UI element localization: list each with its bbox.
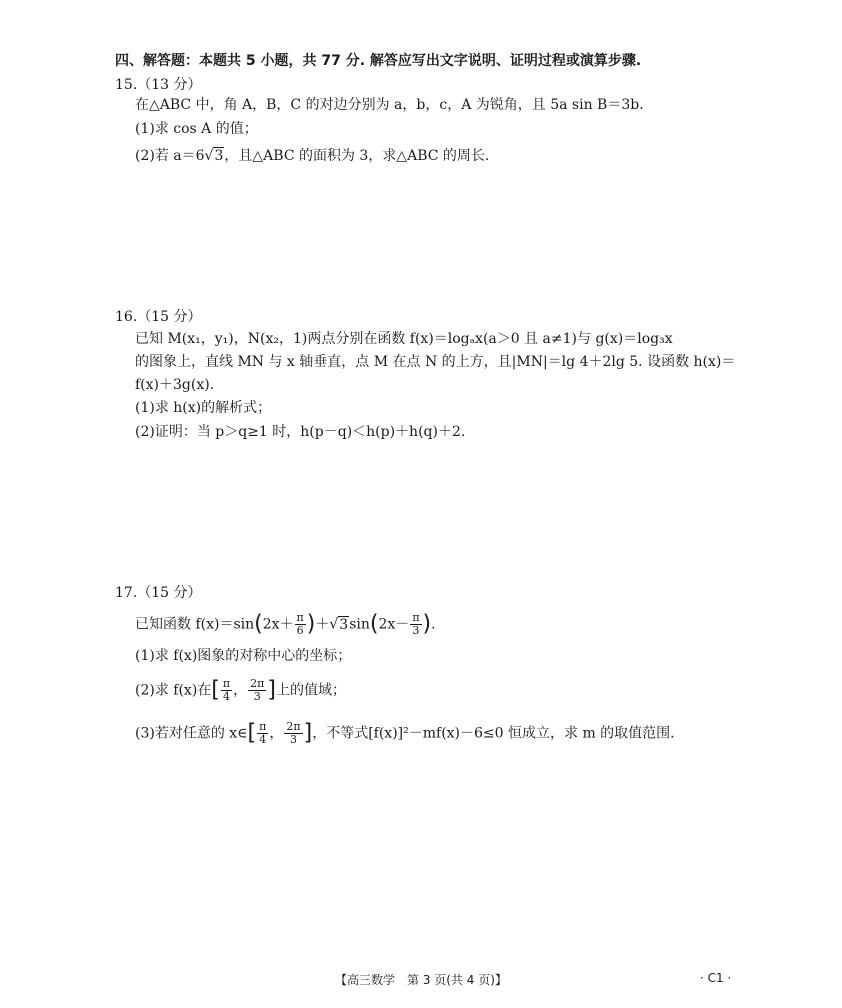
fraction-pi-6 [295,612,306,637]
stem-fx: 已知函数 f(x)＝sin [135,616,255,633]
question-17-stem [135,612,436,637]
question-17-number: 17.（15 分） [115,585,202,601]
comma: ， [269,725,284,742]
question-15-part-1: (1)求 cos A 的值； [135,121,258,137]
fraction-pi-3 [410,612,421,637]
left-paren: ( [254,611,263,637]
part2-text-a: (2)若 a＝6 [135,148,205,164]
frac-den: 3 [412,624,420,637]
fraction-pi-4 [221,678,232,703]
left-bracket: [ [247,720,257,746]
right-bracket: ] [303,720,313,746]
comma: ， [233,682,248,699]
fraction-pi-4 [257,721,268,746]
section-header: 四、解答题：本题共 5 小题，共 77 分. 解答应写出文字说明、证明过程或演算步骤. [115,53,642,69]
frac-num: π [259,720,267,733]
question-16-part-1: (1)求 h(x)的解析式； [135,400,272,416]
question-15-part-2 [135,146,489,166]
part2-text-a: (2)求 f(x)在 [135,682,212,699]
part3-text-b: ，不等式[f(x)]²－mf(x)－6≤0 恒成立，求 m 的取值范围. [312,725,675,742]
right-paren: ) [422,611,432,637]
question-17-part-3 [135,721,675,746]
frac-num: π [412,611,420,624]
question-16-stem-line-1: 已知 M(x₁，y₁)，N(x₂，1)两点分别在函数 f(x)＝logₐx(a＞0 且 a≠1)与 g(x)＝log₃x [135,331,673,347]
frac-num: 2π [250,677,265,690]
sqrt-radicand: 3 [339,616,349,633]
sqrt-radicand: 3 [214,148,224,164]
page-footer: 【高三数学 第 3 页(共 4 页)】 [335,973,507,987]
right-paren: ) [306,611,316,637]
stem-plus: ＋ [315,616,330,633]
left-bracket: [ [211,677,220,703]
question-15-number: 15.（13 分） [115,77,202,93]
sqrt-symbol: √ [204,148,214,164]
part2-text-b: 上的值域； [275,682,346,699]
frac-num: 2π [286,720,301,733]
question-16-stem-line-2: 的图象上，直线 MN 与 x 轴垂直，点 M 在点 N 的上方，且|MN|＝lg 4＋2lg 5. 设函数 h(x)＝ [135,354,736,370]
question-15-stem: 在△ABC 中，角 A，B，C 的对边分别为 a，b，c，A 为锐角，且 5a sin B＝3b. [135,97,644,113]
page-code: · C1 · [700,971,732,985]
frac-den: 6 [296,624,304,637]
question-17-part-2 [135,678,346,703]
frac-den: 4 [223,690,230,703]
part3-text-a: (3)若对任意的 x∈ [135,725,248,742]
part2-text-b: ，且△ABC 的面积为 3，求△ABC 的周长. [224,148,490,164]
fraction-2pi-3 [248,678,266,703]
right-bracket: ] [267,677,276,703]
question-16-number: 16.（15 分） [115,309,202,325]
question-16-part-2: (2)证明：当 p＞q≥1 时，h(p－q)＜h(p)＋h(q)＋2. [135,424,466,440]
stem-2x-plus: 2x＋ [262,616,294,633]
stem-sin: sin [349,616,370,633]
stem-period: . [431,616,436,633]
frac-num: π [222,677,231,690]
frac-den: 3 [289,733,297,746]
frac-num: π [296,611,304,624]
question-16-stem-line-3: f(x)＋3g(x). [135,377,215,393]
question-17-part-1: (1)求 f(x)图象的对称中心的坐标； [135,648,352,664]
fraction-2pi-3 [284,721,302,746]
left-paren: ( [369,611,379,637]
frac-den: 4 [259,733,267,746]
frac-den: 3 [253,690,261,703]
sqrt-symbol: √ [329,616,339,633]
stem-2x-minus: 2x－ [378,616,410,633]
